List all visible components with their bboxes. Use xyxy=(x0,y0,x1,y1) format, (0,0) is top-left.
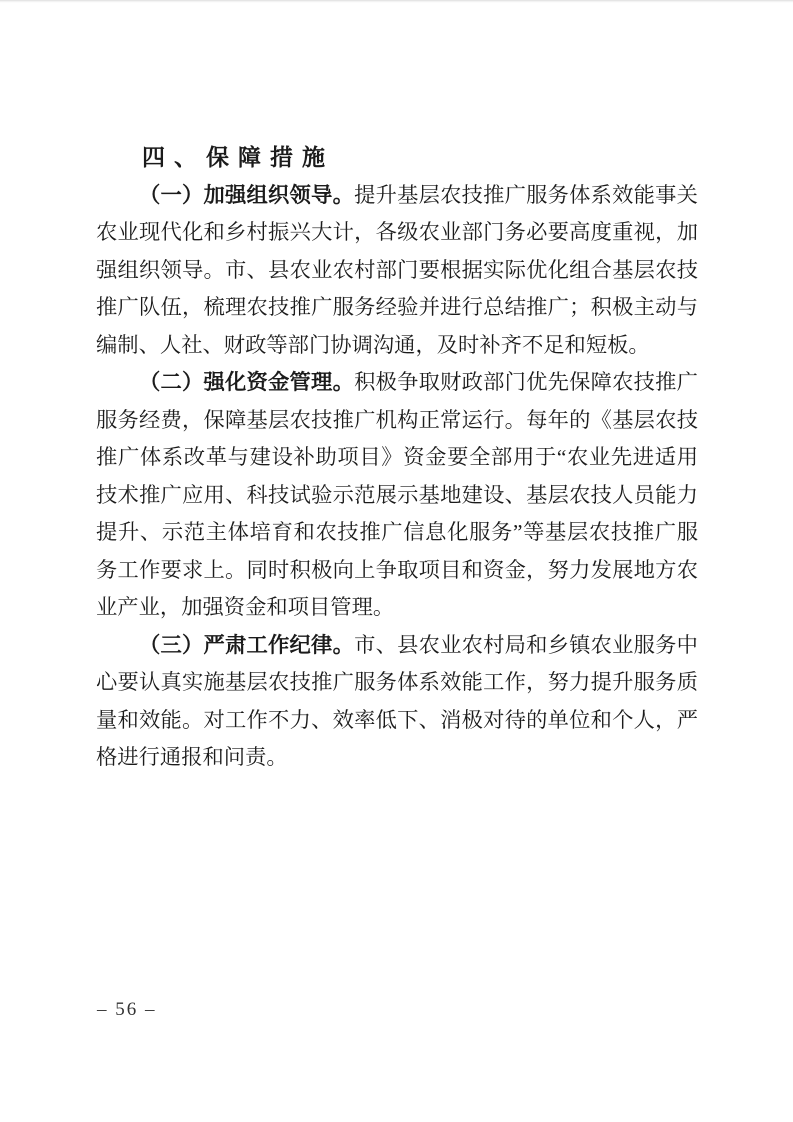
paragraph-text: 格进行通报和问责。 xyxy=(96,745,288,769)
text-line xyxy=(96,664,698,702)
text-line xyxy=(96,252,698,290)
text-line xyxy=(96,327,698,365)
text-line xyxy=(96,627,698,665)
text-line xyxy=(96,702,698,740)
document-content xyxy=(96,139,698,777)
paragraph xyxy=(96,364,698,627)
paragraph-text: 编制、人社、财政等部门协调沟通，及时补齐不足和短板。 xyxy=(96,332,650,357)
paragraph-text: 强组织领导。市、县农业农村部门要根据实际优化组合基层农技 xyxy=(96,257,698,282)
text-line xyxy=(96,739,698,777)
paragraph-text: 推广队伍，梳理农技推广服务经验并进行总结推广；积极主动与 xyxy=(96,295,698,319)
text-line xyxy=(96,402,698,440)
text-line xyxy=(96,477,698,515)
paragraph xyxy=(96,177,698,365)
paragraph-lead-bold: （一）加强组织领导。 xyxy=(139,182,355,207)
paragraph-text: 务工作要求上。同时积极向上争取项目和资金，努力发展地方农 xyxy=(96,557,698,582)
paragraph-text: 提升、示范主体培育和农技推广信息化服务”等基层农技推广服 xyxy=(96,520,698,544)
text-line xyxy=(96,364,698,402)
page-number: – 56 – xyxy=(97,999,157,1020)
paragraph xyxy=(96,627,698,777)
paragraph-text: 服务经费，保障基层农技推广机构正常运行。每年的《基层农技 xyxy=(96,407,698,432)
paragraph-lead-bold: （二）强化资金管理。 xyxy=(139,370,355,394)
text-line xyxy=(96,177,698,215)
document-body xyxy=(96,177,698,777)
paragraph-text: 农业现代化和乡村振兴大计，各级农业部门务必要高度重视，加 xyxy=(96,220,698,244)
section-heading: 四、保障措施 xyxy=(142,144,334,170)
text-line xyxy=(96,439,698,477)
paragraph-text: 量和效能。对工作不力、效率低下、消极对待的单位和个人，严 xyxy=(96,707,698,732)
paragraph-text: 技术推广应用、科技试验示范展示基地建设、基层农技人员能力 xyxy=(96,482,698,507)
text-line xyxy=(96,514,698,552)
paragraph-text: 提升基层农技推广服务体系效能事关 xyxy=(354,182,698,207)
paragraph-text: 心要认真实施基层农技推广服务体系效能工作，努力提升服务质 xyxy=(96,670,698,694)
text-line xyxy=(96,552,698,590)
text-line xyxy=(96,589,698,627)
text-line xyxy=(96,289,698,327)
text-line xyxy=(96,214,698,252)
paragraph-lead-bold: （三）严肃工作纪律。 xyxy=(139,632,355,657)
paragraph-text: 积极争取财政部门优先保障农技推广 xyxy=(354,370,698,394)
paragraph-text: 业产业，加强资金和项目管理。 xyxy=(96,595,395,619)
paragraph-text: 市、县农业农村局和乡镇农业服务中 xyxy=(354,632,698,657)
paragraph-text: 推广体系改革与建设补助项目》资金要全部用于“农业先进适用 xyxy=(96,445,698,469)
